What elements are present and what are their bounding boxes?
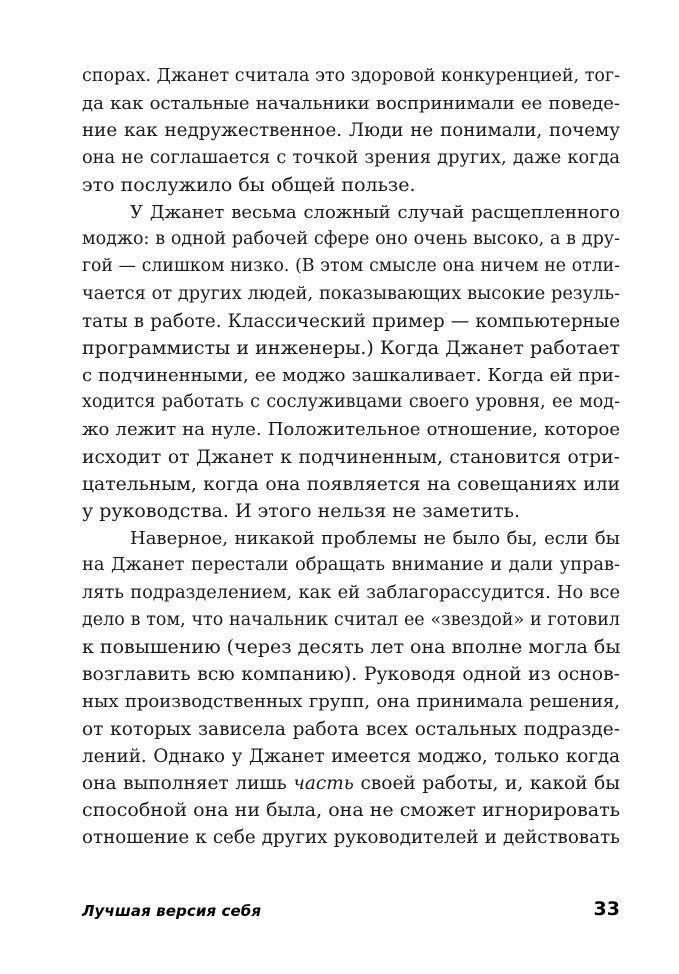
text-line: лений. Однако у Джанет имеется моджо, только когда <box>82 745 620 767</box>
text-line: отношение к себе других руководителей и действовать <box>82 827 620 849</box>
text-line: ние как недружественное. Люди не понимали, почему <box>82 120 620 142</box>
text-line: лять подразделением, как ей заблагорассудится. Но все <box>82 582 620 603</box>
text-line: программисты и инженеры.) Когда Джанет работает <box>82 336 620 359</box>
text-line: ных производственных групп, она принимала решения, <box>82 691 620 713</box>
text-line: У Джанет весьма сложный случай расщепленного <box>130 201 620 223</box>
text-line: она не соглашается с точкой зрения других, даже когда <box>82 147 620 168</box>
text-line: Наверное, никакой проблемы не было бы, если бы <box>130 528 620 550</box>
body-text <box>82 63 620 851</box>
text-line: да как остальные начальники воспринимали ее поведе- <box>82 93 620 115</box>
text-line: с подчиненными, ее моджо зашкаливает. Когда ей при- <box>82 365 620 387</box>
text-line: гой — слишком низко. (В этом смысле она ничем не отли- <box>82 256 620 277</box>
running-footer-title: Лучшая версия себя <box>82 902 262 920</box>
text-line: от которых зависела работа всех остальных подразде- <box>82 718 620 740</box>
page-number: 33 <box>593 898 620 920</box>
text-line: исходит от Джанет к подчиненным, становится отри- <box>82 446 620 468</box>
text-line: возглавить всю компанию). Руководя одной из основ- <box>82 664 620 686</box>
text-line: ходится работать с сослуживцами своего уровня, ее мод- <box>82 392 620 413</box>
text-line: таты в работе. Классический пример — компьютерные <box>82 310 620 332</box>
text-line: у руководства. И этого нельзя не заметить. <box>82 500 521 522</box>
text-line: на Джанет перестали обращать внимание и дали управ- <box>82 555 620 576</box>
text-line: способной она ни была, она не сможет игнорировать <box>82 799 620 822</box>
text-line: моджо: в одной рабочей сфере оно очень высоко, а в дру- <box>82 229 620 250</box>
text-line: к повышению (через десять лет она вполне могла бы <box>82 635 621 658</box>
text-line: жо лежит на нуле. Положительное отношение, которое <box>82 419 620 441</box>
text-line: чается от других людей, показывающих высокие резуль- <box>82 283 620 304</box>
text-line: дело в том, что начальник считал ее «звездой» и готовил <box>82 609 620 630</box>
text-line: это послужило бы общей пользе. <box>82 173 416 196</box>
text-line: спорах. Джанет считала это здоровой конкуренцией, тог- <box>82 66 620 86</box>
text-line: цательным, когда она появляется на совещаниях или <box>82 473 620 495</box>
text-line: она выполняет лишь часть своей работы, и, какой бы <box>82 772 621 794</box>
